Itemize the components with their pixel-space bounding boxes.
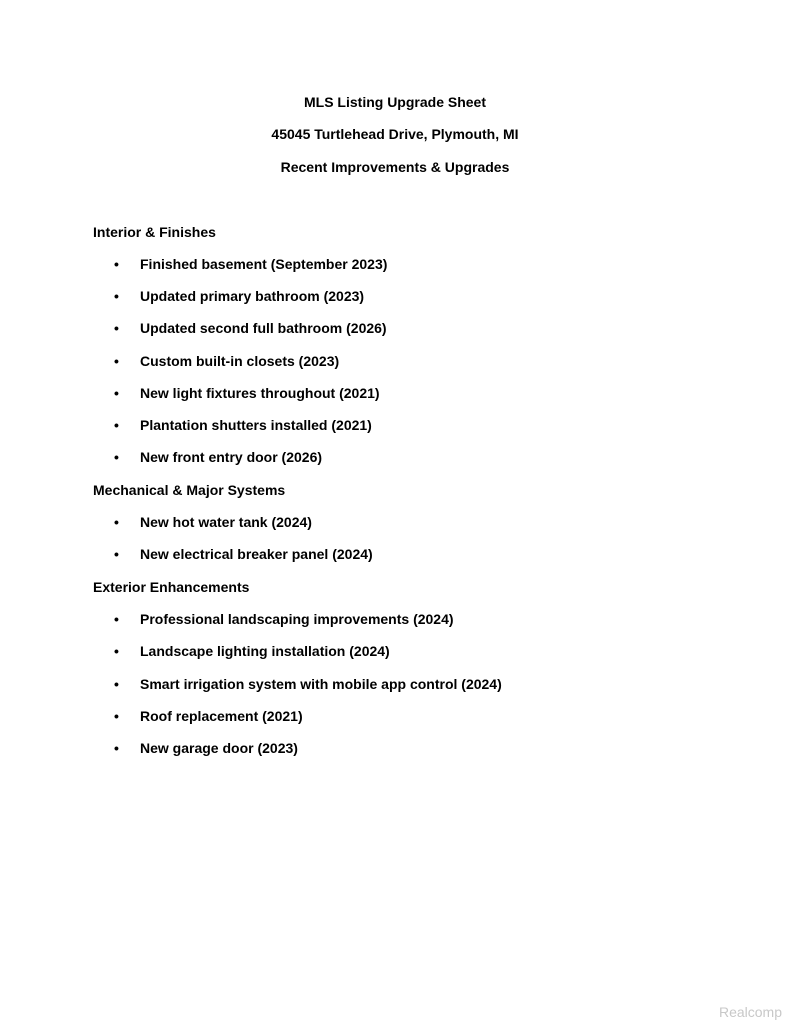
section-heading-exterior: Exterior Enhancements	[93, 579, 250, 595]
bullet-icon: •	[114, 288, 119, 304]
bullet-icon: •	[114, 676, 119, 692]
property-address: 45045 Turtlehead Drive, Plymouth, MI	[271, 126, 519, 142]
list-item-text: New front entry door (2026)	[140, 449, 323, 465]
watermark-text: Realcomp	[718, 1004, 782, 1020]
list-item-text: Landscape lighting installation (2024)	[140, 643, 390, 659]
bullet-icon: •	[114, 417, 119, 433]
list-item-text: Updated primary bathroom (2023)	[140, 288, 365, 304]
list-item-text: New hot water tank (2024)	[140, 514, 312, 530]
bullet-icon: •	[114, 611, 119, 627]
bullet-icon: •	[114, 514, 119, 530]
list-item-text: New electrical breaker panel (2024)	[140, 546, 373, 562]
list-item-text: Plantation shutters installed (2021)	[140, 417, 372, 433]
list-item-text: Updated second full bathroom (2026)	[140, 320, 387, 336]
section-heading-mechanical: Mechanical & Major Systems	[93, 482, 286, 498]
list-item-text: Finished basement (September 2023)	[140, 256, 388, 272]
bullet-icon: •	[114, 708, 119, 724]
bullet-icon: •	[114, 385, 119, 401]
list-item-text: Professional landscaping improvements (2024)	[140, 611, 454, 627]
list-item-text: Smart irrigation system with mobile app control (2024)	[140, 676, 502, 692]
list-item-text: Roof replacement (2021)	[140, 708, 303, 724]
bullet-icon: •	[114, 643, 119, 659]
bullet-icon: •	[114, 546, 119, 562]
bullet-icon: •	[114, 256, 119, 272]
list-item-text: New light fixtures throughout (2021)	[140, 385, 380, 401]
list-item-text: Custom built-in closets (2023)	[140, 353, 340, 369]
bullet-icon: •	[114, 449, 119, 465]
bullet-icon: •	[114, 320, 119, 336]
document-title: MLS Listing Upgrade Sheet	[303, 94, 486, 110]
bullet-icon: •	[114, 353, 119, 369]
section-heading-interior: Interior & Finishes	[93, 224, 216, 240]
list-item-text: New garage door (2023)	[140, 740, 298, 756]
document-subtitle: Recent Improvements & Upgrades	[280, 159, 510, 175]
bullet-icon: •	[114, 740, 119, 756]
